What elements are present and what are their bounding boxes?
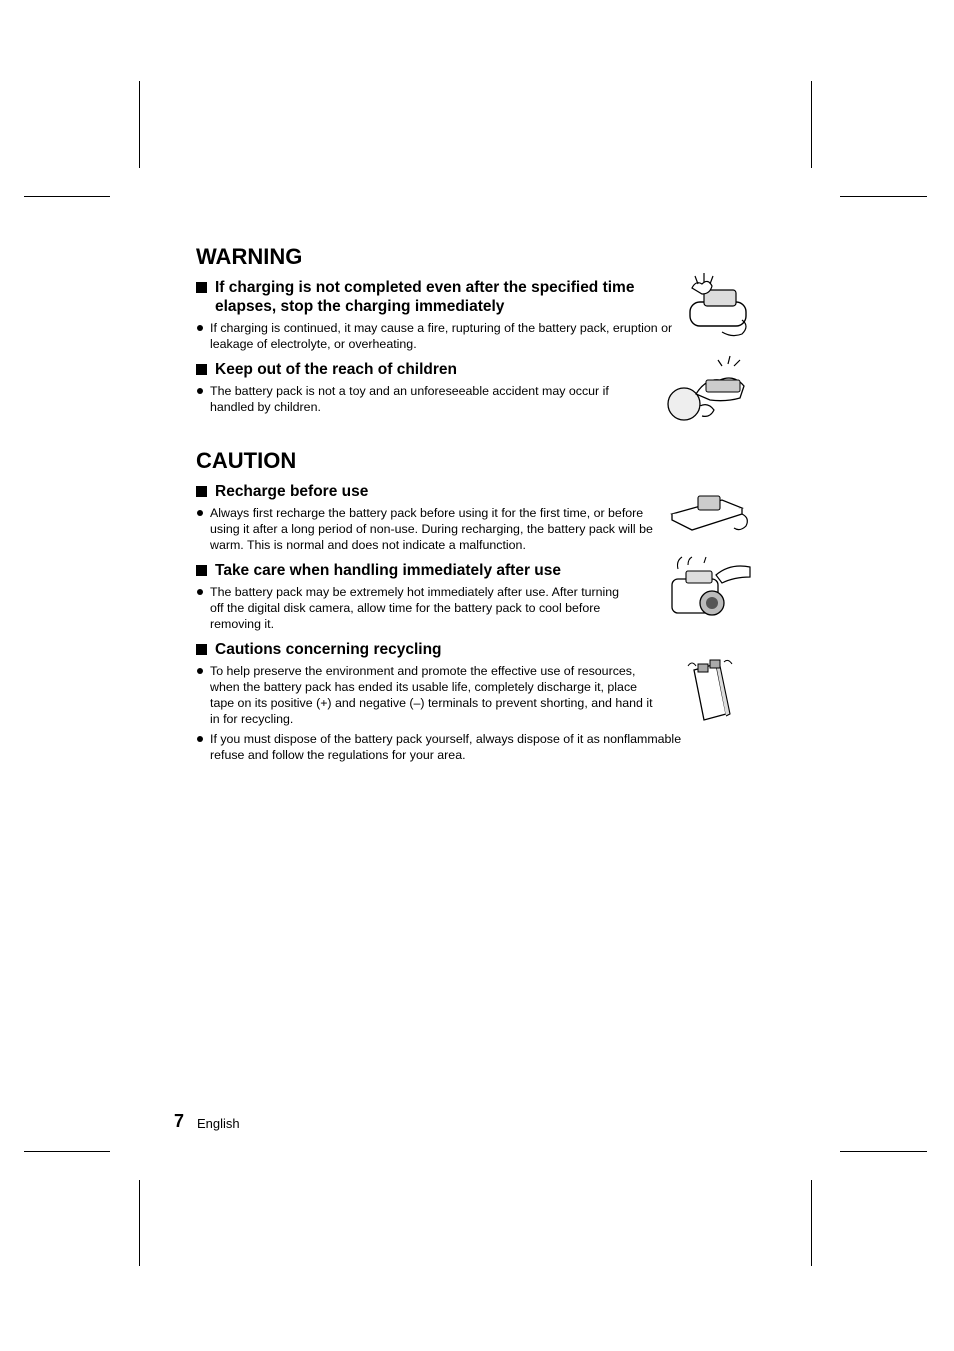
- square-bullet-icon: [196, 565, 207, 576]
- language-label: English: [197, 1116, 240, 1131]
- battery-charger-icon: [668, 490, 752, 540]
- crop-mark: [811, 1180, 812, 1266]
- warning-topic-charging: [196, 278, 756, 352]
- round-bullet-icon: [197, 668, 203, 674]
- crop-mark: [24, 196, 110, 197]
- square-bullet-icon: [196, 282, 207, 293]
- crop-mark: [139, 81, 140, 168]
- bullet-text: If charging is continued, it may cause a fire, rupturing of the battery pack, eruption or leakage of electrolyte, or overheating.: [210, 321, 673, 351]
- square-bullet-icon: [196, 486, 207, 497]
- child-with-battery-icon: [666, 354, 752, 426]
- topic-heading: Take care when handling immediately after use: [215, 562, 561, 579]
- caution-topic-recycling: [196, 640, 756, 763]
- hot-camera-battery-icon: [668, 555, 752, 621]
- topic-heading: Keep out of the reach of children: [215, 361, 457, 378]
- caution-topic-recharge: [196, 482, 756, 553]
- crop-mark: [139, 1180, 140, 1266]
- warning-section: [196, 244, 756, 415]
- round-bullet-icon: [197, 388, 203, 394]
- caution-topic-hot: [196, 561, 756, 632]
- taped-battery-icon: [684, 658, 734, 724]
- square-bullet-icon: [196, 644, 207, 655]
- square-bullet-icon: [196, 364, 207, 375]
- bullet-text: Always first recharge the battery pack before using it for the first time, or before using it after a long period of non-use. During recharging, the battery pack will be warm. This is normal and does not indicate a malfunction.: [210, 506, 653, 552]
- crop-mark: [811, 81, 812, 168]
- topic-heading: Cautions concerning recycling: [215, 641, 442, 658]
- bullet-text: If you must dispose of the battery pack yourself, always dispose of it as nonflammable refuse and follow the regulations for your area.: [210, 732, 682, 762]
- crop-mark: [840, 1151, 927, 1152]
- round-bullet-icon: [197, 736, 203, 742]
- warning-title: WARNING: [196, 244, 303, 269]
- topic-heading: If charging is not completed even after the specified time elapses, stop the charging immediately: [215, 279, 635, 315]
- bullet-text: To help preserve the environment and promote the effective use of resources, when the battery pack has ended its usable life, completely discharge it, place tape on its positive (+) and negative (–) terminals to prevent shorting, and hand it in for recycling.: [210, 664, 653, 726]
- caution-title: CAUTION: [196, 448, 297, 473]
- warning-topic-children: [196, 360, 756, 415]
- bullet-text: The battery pack is not a toy and an unforeseeable accident may occur if handled by children.: [210, 384, 609, 414]
- crop-mark: [24, 1151, 110, 1152]
- battery-charger-hand-icon: [682, 270, 752, 340]
- round-bullet-icon: [197, 325, 203, 331]
- topic-heading: Recharge before use: [215, 483, 369, 500]
- round-bullet-icon: [197, 510, 203, 516]
- round-bullet-icon: [197, 589, 203, 595]
- page-number: 7: [174, 1111, 185, 1131]
- caution-section: [196, 448, 756, 763]
- crop-mark: [840, 196, 927, 197]
- page-content: [196, 244, 756, 771]
- bullet-text: The battery pack may be extremely hot immediately after use. After turning off the digital disk camera, allow time for the battery pack to cool before removing it.: [210, 585, 620, 631]
